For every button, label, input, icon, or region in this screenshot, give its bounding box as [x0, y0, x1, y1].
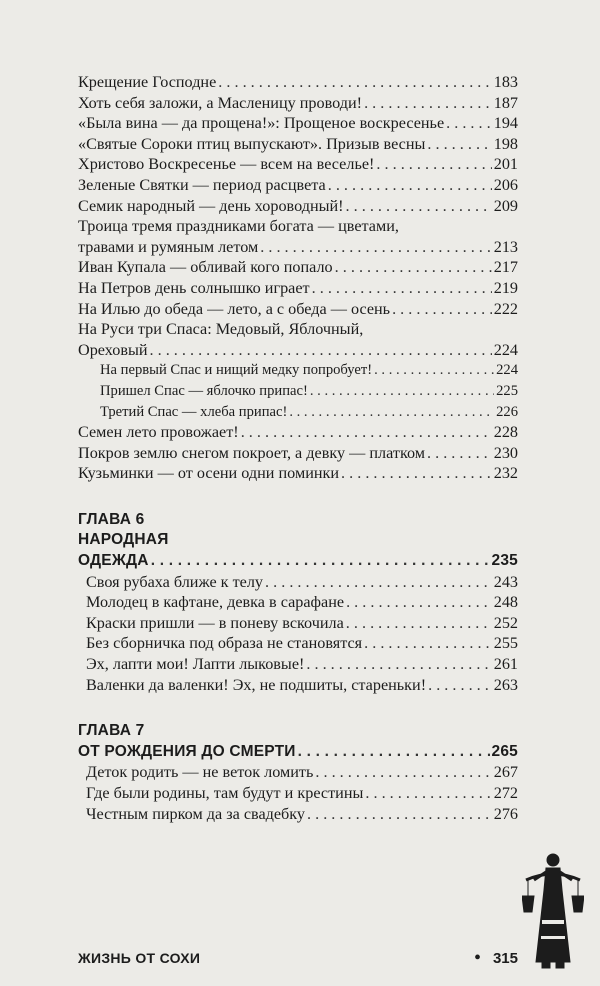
toc-entry[interactable]: Иван Купала — обливай кого попало . . . 217	[78, 257, 518, 278]
toc-subentry[interactable]: На первый Спас и нищий медку попробует! . . . 224	[78, 360, 518, 381]
toc-subentry[interactable]: Краски пришли — в поневу вскочила . . . 252	[78, 613, 518, 634]
toc-subentry[interactable]: Третий Спас — хлеба припас! . . . 226	[78, 402, 518, 423]
toc-subentry[interactable]: Где были родины, там будут и крестины . . . 272	[78, 783, 518, 804]
toc-entry[interactable]: Зеленые Святки — период расцвета . . . 206	[78, 175, 518, 196]
chapter-title-line1: НАРОДНАЯ	[78, 531, 169, 549]
toc-entry[interactable]: Троица тремя праздниками богата — цветами, травами и румяным летом . . . 213	[78, 216, 518, 257]
chapter-label: ГЛАВА 7	[78, 722, 145, 740]
toc-subentry[interactable]: Своя рубаха ближе к телу . . . 243	[78, 572, 518, 593]
toc-entry[interactable]: На Илью до обеда — лето, а с обеда — осень . . . 222	[78, 299, 518, 320]
toc-subentry[interactable]: Эх, лапти мои! Лапти лыковые! . . . 261	[78, 654, 518, 675]
page-footer	[78, 948, 518, 968]
toc-entry[interactable]: На Руси три Спаса: Медовый, Яблочный, Ореховый . . . 224	[78, 319, 518, 360]
peasant-woman-with-yoke-icon	[522, 850, 584, 975]
running-title: ЖИЗНЬ ОТ СОХИ	[78, 950, 201, 966]
toc-entry[interactable]: Кузьминки — от осени одни поминки . . . 232	[78, 463, 518, 484]
chapter-label: ГЛАВА 6	[78, 510, 145, 528]
toc-subentry[interactable]: Валенки да валенки! Эх, не подшиты, стареньки! . . . 263	[78, 675, 518, 696]
toc-subentry[interactable]: Честным пирком да за свадебку . . . 276	[78, 804, 518, 825]
toc-entry[interactable]: Крещение Господне . . . 183	[78, 72, 518, 93]
toc-entry[interactable]: Хоть себя заложи, а Масленицу проводи! . . . 187	[78, 93, 518, 114]
chapter-title[interactable]: ОТ РОЖДЕНИЯ ДО СМЕРТИ . . . 265	[78, 742, 518, 763]
chapter-6	[78, 510, 518, 695]
chapter-title[interactable]: ОДЕЖДА . . . 235	[78, 551, 518, 572]
toc-subentry[interactable]: Без сборничка под образа не становятся . . . 255	[78, 633, 518, 654]
page-number: 315	[492, 949, 518, 967]
toc-entry[interactable]: «Была вина — да прощена!»: Прощеное воскресенье . . . 194	[78, 113, 518, 134]
toc-subentry[interactable]: Деток родить — не веток ломить . . . 267	[78, 762, 518, 783]
toc-entry[interactable]: Семик народный — день хороводный! . . . 209	[78, 196, 518, 217]
toc-entry[interactable]: Христово Воскресенье — всем на веселье! . . . 201	[78, 154, 518, 175]
bullet-icon: •	[473, 947, 481, 969]
toc-entry[interactable]: Покров землю снегом покроет, а девку — платком . . . 230	[78, 443, 518, 464]
toc-entry[interactable]: На Петров день солнышко играет . . . 219	[78, 278, 518, 299]
toc-subentry[interactable]: Молодец в кафтане, девка в сарафане . . . 248	[78, 592, 518, 613]
toc-entry[interactable]: «Святые Сороки птиц выпускают». Призыв весны . . . 198	[78, 134, 518, 155]
chapter-7	[78, 721, 518, 824]
table-of-contents	[78, 72, 518, 824]
toc-subentry[interactable]: Пришел Спас — яблочко припас! . . . 225	[78, 381, 518, 402]
toc-entry[interactable]: Семен лето провожает! . . . 228	[78, 422, 518, 443]
